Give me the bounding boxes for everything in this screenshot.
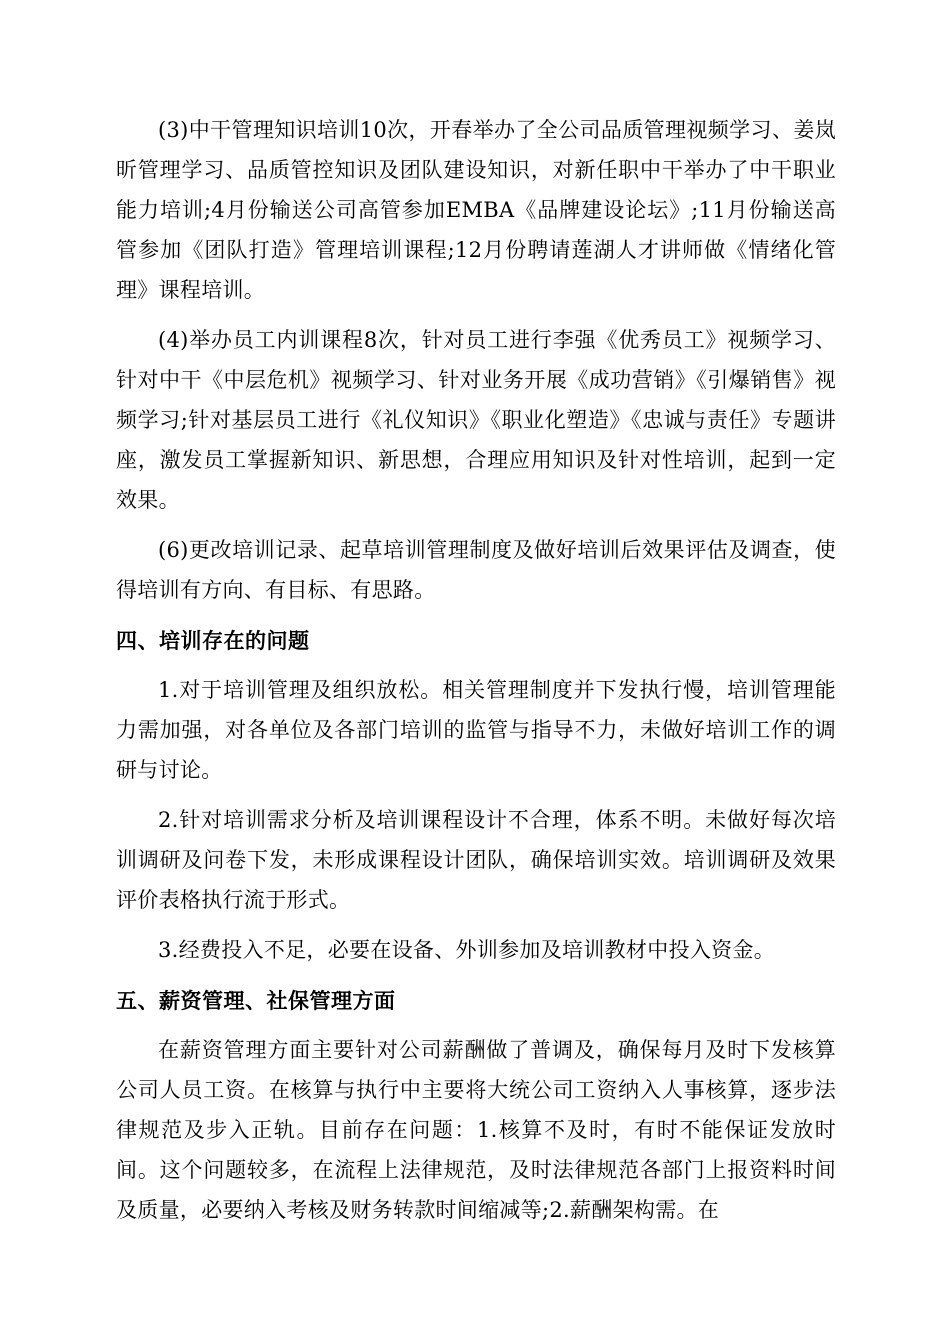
paragraph-training-records: (6)更改培训记录、起草培训管理制度及做好培训后效果评估及调查，使得培训有方向、有目标、有思路。 xyxy=(116,538,836,602)
paragraph-middle-manager-training: (3)中干管理知识培训10次，开春举办了全公司品质管理视频学习、姜岚昕管理学习、品质管控知识及团队建设知识，对新任职中干举办了中干职业能力培训;4月份输送公司高管参加EMBA《品牌建设论坛》;11月份输送高管参加《团队打造》管理培训课程;12月份聘请莲湖人才讲师做《情绪化管理》课程培训。 xyxy=(116,118,836,302)
paragraph-problem-2: 2.针对培训需求分析及培训课程设计不合理，体系不明。未做好每次培训调研及问卷下发，未形成课程设计团队，确保培训实效。培训调研及效果评价表格执行流于形式。 xyxy=(116,808,836,912)
section-heading-training-problems: 四、培训存在的问题 xyxy=(116,629,310,653)
paragraph-problem-3: 3.经费投入不足，必要在设备、外训参加及培训教材中投入资金。 xyxy=(158,938,776,962)
paragraph-problem-1: 1.对于培训管理及组织放松。相关管理制度并下发执行慢，培训管理能力需加强，对各单位及各部门培训的监管与指导不力，未做好培训工作的调研与讨论。 xyxy=(116,678,836,782)
paragraph-staff-internal-training: (4)举办员工内训课程8次，针对员工进行李强《优秀员工》视频学习、针对中干《中层危机》视频学习、针对业务开展《成功营销》《引爆销售》视频学习;针对基层员工进行《礼仪知识》《职业化塑造》《忠诚与责任》专题讲座，激发员工掌握新知识、新思想，合理应用知识及针对性培训，起到一定效果。 xyxy=(116,328,836,512)
document-body xyxy=(116,110,836,1240)
paragraph-salary-management: 在薪资管理方面主要针对公司薪酬做了普调及，确保每月及时下发核算公司人员工资。在核算与执行中主要将大统公司工资纳入人事核算，逐步法律规范及步入正轨。目前存在问题：1.核算不及时，有时不能保证发放时间。这个问题较多，在流程上法律规范，及时法律规范各部门上报资料时间及质量，必要纳入考核及财务转款时间缩减等;2.薪酬架构需。在 xyxy=(116,1038,836,1222)
section-heading-salary-social-security: 五、薪资管理、社保管理方面 xyxy=(116,989,396,1013)
